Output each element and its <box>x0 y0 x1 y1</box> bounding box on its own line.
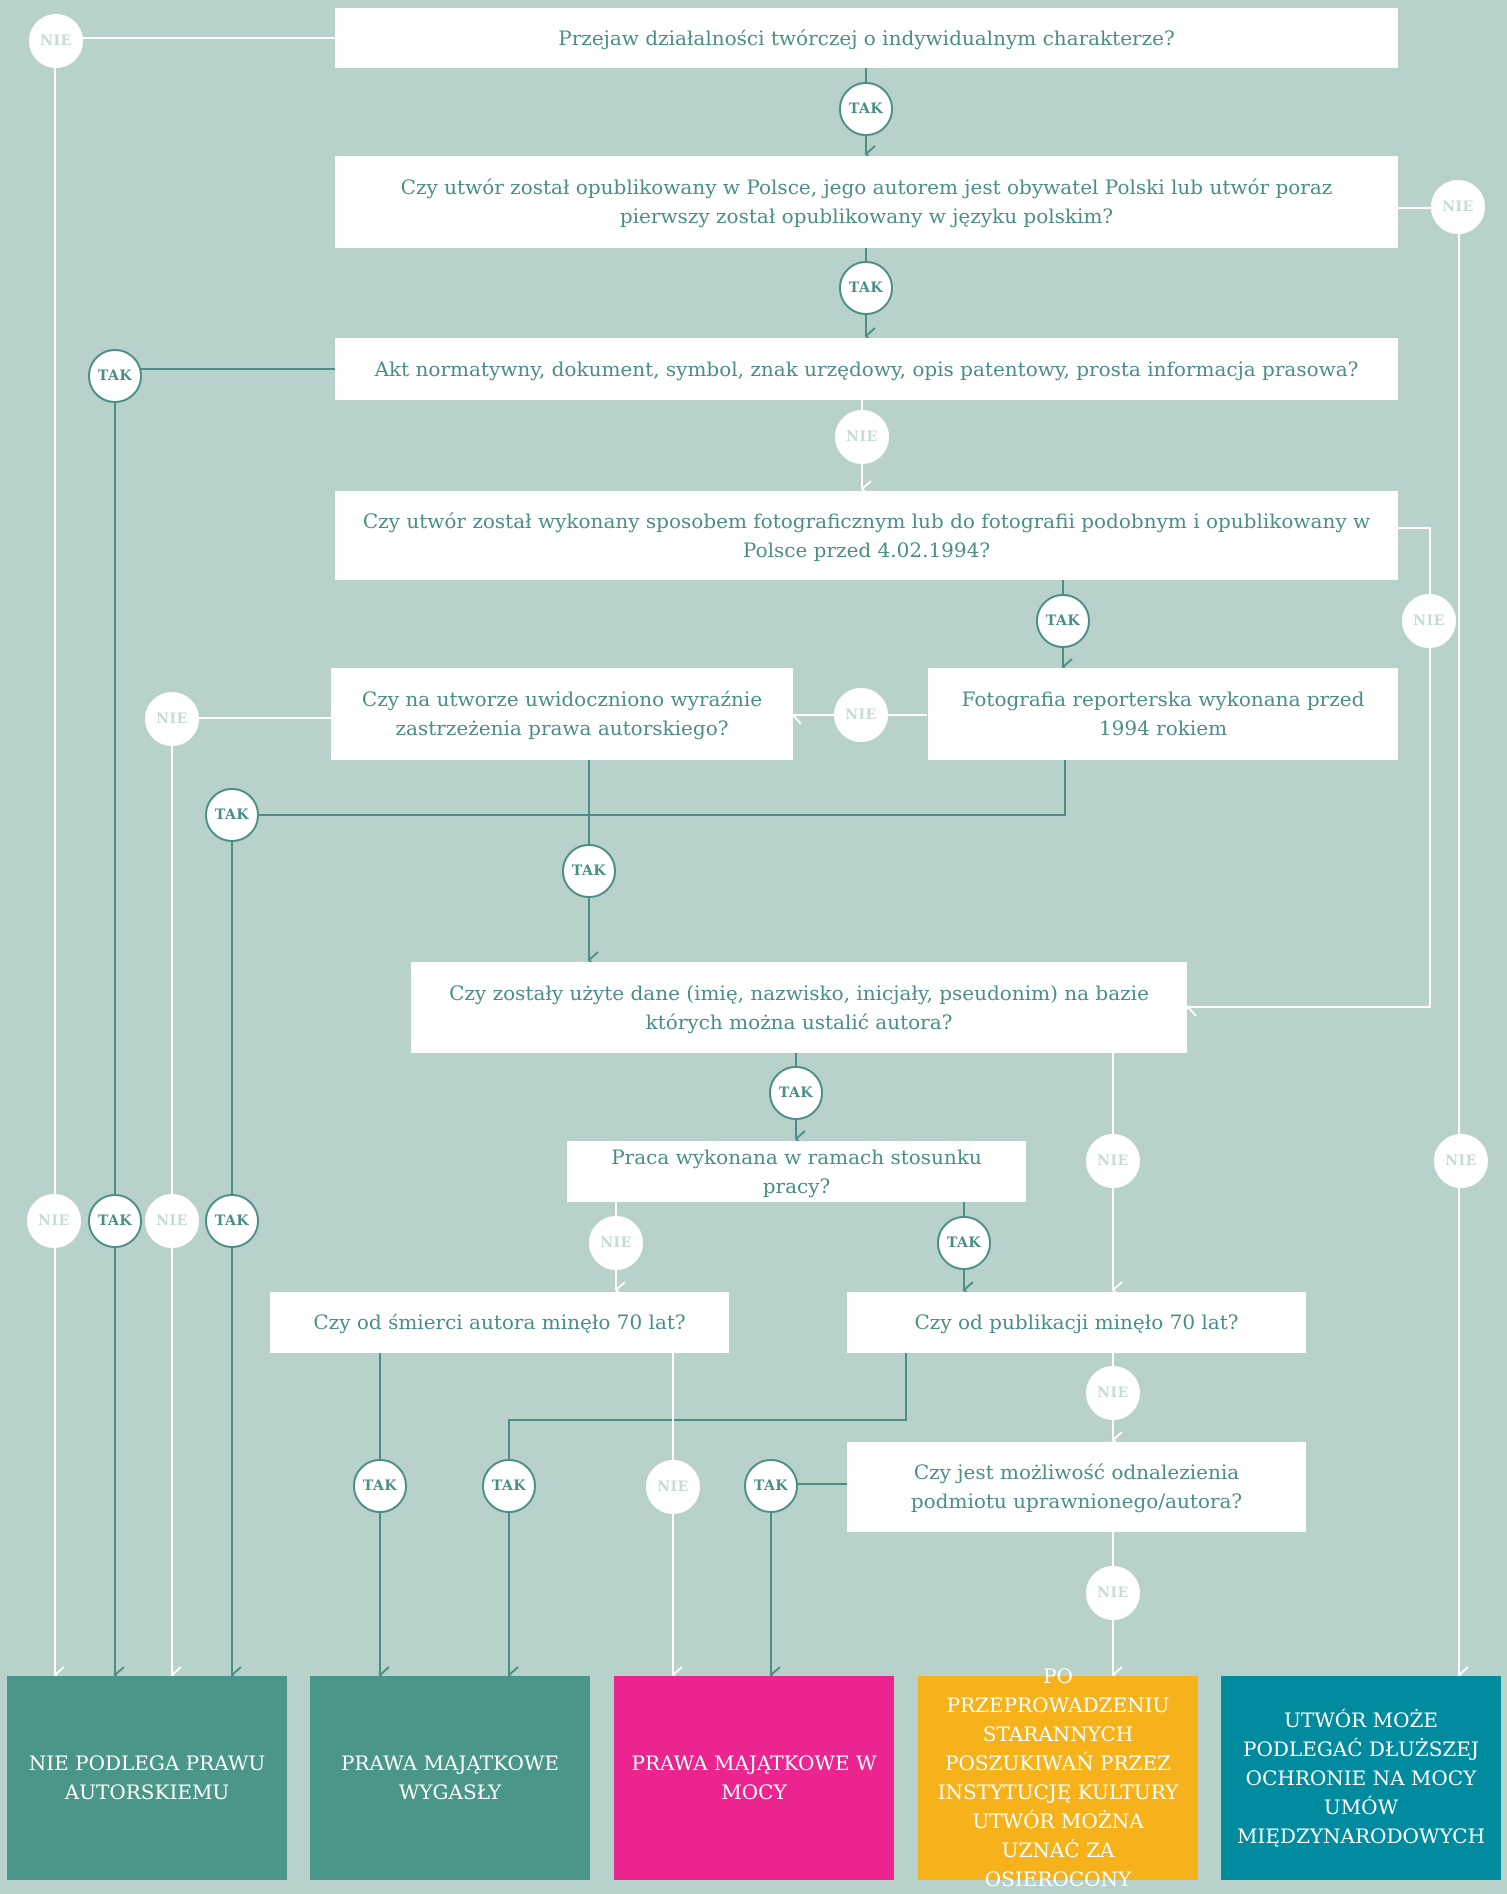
yes-badge: TAK <box>353 1459 407 1513</box>
question-creative-work: Przejaw działalności twórczej o indywidualnym charakterze? <box>335 8 1398 68</box>
no-badge: NIE <box>1086 1566 1140 1620</box>
no-badge: NIE <box>646 1460 700 1514</box>
outcome-rights-expired: PRAWA MAJĄTKOWE WYGASŁY <box>310 1676 590 1880</box>
no-badge: NIE <box>1431 180 1485 234</box>
question-reportage-photo: Fotografia reporterska wykonana przed 1994 rokiem <box>928 668 1398 760</box>
yes-badge: TAK <box>839 82 893 136</box>
question-70-years-death: Czy od śmierci autora minęło 70 lat? <box>270 1292 729 1353</box>
no-badge: NIE <box>29 14 83 68</box>
outcome-not-protected: NIE PODLEGA PRAWU AUTORSKIEMU <box>7 1676 287 1880</box>
yes-badge: TAK <box>769 1066 823 1120</box>
question-70-years-publication: Czy od publikacji minęło 70 lat? <box>847 1292 1306 1353</box>
no-badge: NIE <box>27 1194 81 1248</box>
no-badge: NIE <box>589 1216 643 1270</box>
question-employment: Praca wykonana w ramach stosunku pracy? <box>567 1141 1026 1202</box>
yes-badge: TAK <box>839 261 893 315</box>
no-badge: NIE <box>1434 1134 1488 1188</box>
no-badge: NIE <box>1086 1366 1140 1420</box>
yes-badge: TAK <box>744 1459 798 1513</box>
yes-badge: TAK <box>482 1459 536 1513</box>
no-badge: NIE <box>145 1194 199 1248</box>
yes-badge: TAK <box>1036 594 1090 648</box>
yes-badge: TAK <box>88 1194 142 1248</box>
question-find-rightholder: Czy jest możliwość odnalezienia podmiotu uprawnionego/autora? <box>847 1442 1306 1532</box>
outcome-international-protection: UTWÓR MOŻE PODLEGAĆ DŁUŻSZEJ OCHRONIE NA MOCY UMÓW MIĘDZYNARODOWYCH <box>1221 1676 1501 1880</box>
no-badge: NIE <box>1086 1134 1140 1188</box>
no-badge: NIE <box>1402 594 1456 648</box>
outcome-orphan-work: PO PRZEPROWADZENIU STARANNYCH POSZUKIWAŃ PRZEZ INSTYTUCJĘ KULTURY UTWÓR MOŻNA UZNAĆ ZA OSIEROCONY <box>918 1676 1198 1880</box>
no-badge: NIE <box>834 688 888 742</box>
question-photographic-work: Czy utwór został wykonany sposobem fotograficznym lub do fotografii podobnym i opublikowany w Polsce przed 4.02.1994? <box>335 491 1398 580</box>
question-normative-act: Akt normatywny, dokument, symbol, znak urzędowy, opis patentowy, prosta informacja prasowa? <box>335 338 1398 400</box>
yes-badge: TAK <box>937 1216 991 1270</box>
question-published-in-poland: Czy utwór został opublikowany w Polsce, jego autorem jest obywatel Polski lub utwór poraz pierwszy został opublikowany w języku polskim? <box>335 156 1398 248</box>
yes-badge: TAK <box>88 349 142 403</box>
no-badge: NIE <box>145 692 199 746</box>
question-author-data: Czy zostały użyte dane (imię, nazwisko, inicjały, pseudonim) na bazie których można ustalić autora? <box>411 962 1187 1053</box>
no-badge: NIE <box>835 410 889 464</box>
yes-badge: TAK <box>562 844 616 898</box>
outcome-rights-in-force: PRAWA MAJĄTKOWE W MOCY <box>614 1676 894 1880</box>
yes-badge: TAK <box>205 788 259 842</box>
question-copyright-notice: Czy na utworze uwidoczniono wyraźnie zastrzeżenia prawa autorskiego? <box>331 668 793 760</box>
yes-badge: TAK <box>205 1194 259 1248</box>
